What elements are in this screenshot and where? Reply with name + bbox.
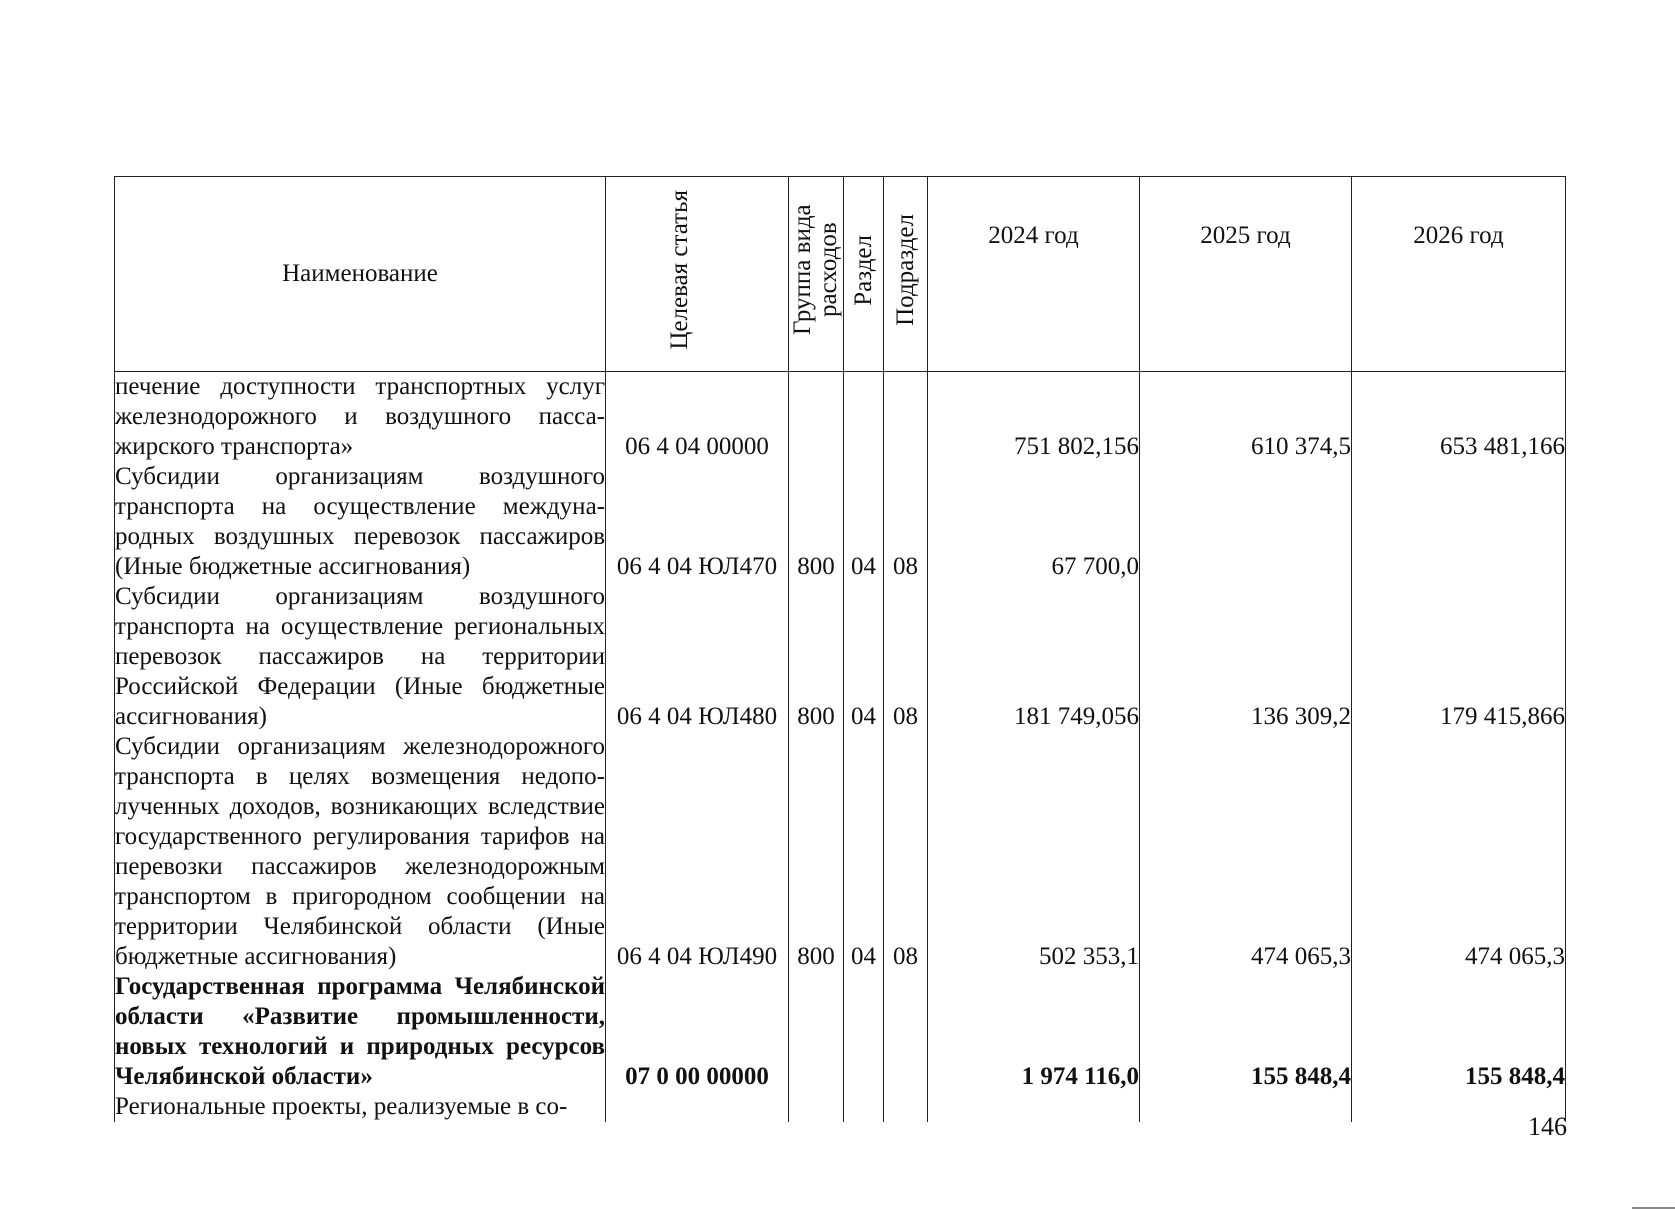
header-target-article-label: Целевая статья xyxy=(666,190,693,350)
row-group: 800 xyxy=(789,582,844,732)
page-number: 146 xyxy=(1528,1112,1567,1141)
row-2025: 474 065,3 xyxy=(1140,732,1352,972)
row-2024: 751 802,156 xyxy=(928,372,1140,463)
row-2024 xyxy=(928,1092,1140,1122)
row-group xyxy=(789,372,844,463)
header-target-article xyxy=(606,177,789,372)
row-2025: 155 848,4 xyxy=(1140,972,1352,1092)
row-2024: 502 353,1 xyxy=(928,732,1140,972)
row-section xyxy=(844,1092,884,1122)
row-subsection: 08 xyxy=(884,462,928,582)
header-section xyxy=(844,177,884,372)
row-code xyxy=(606,1092,789,1122)
row-2026 xyxy=(1352,462,1566,582)
row-name: Государственная программа Челябинской области «Развитие промышленности, новых технологий и природных ресурсов Челябинской области» xyxy=(115,973,605,1090)
row-2025: 610 374,5 xyxy=(1140,372,1352,463)
table-row-program xyxy=(115,972,1566,1092)
header-2025-label: 2025 год xyxy=(1200,222,1291,249)
header-section-label: Раздел xyxy=(849,234,877,306)
row-section: 04 xyxy=(844,462,884,582)
row-2025 xyxy=(1140,462,1352,582)
header-2024 xyxy=(928,177,1140,372)
row-code: 06 4 04 ЮЛ490 xyxy=(606,732,789,972)
row-section xyxy=(844,372,884,463)
row-group: 800 xyxy=(789,732,844,972)
header-2025 xyxy=(1140,177,1352,372)
row-name: Субсидии организациям железнодорожного транспорта в целях возмещения недополученных доходов, возникающих вследствие государственного регулирования тарифов на перевозки пассажиров железнодорожным транспортом в пригородном сообщении на территории Челябинской области (Иные бюджетные ассигнования) xyxy=(115,733,605,970)
row-subsection: 08 xyxy=(884,582,928,732)
header-expense-group-label: Группа вида расходов xyxy=(789,204,842,336)
row-name: Региональные проекты, реализуемые в со- xyxy=(115,1092,606,1122)
table-header-row xyxy=(115,177,1566,372)
table-row xyxy=(115,1092,1566,1122)
row-subsection xyxy=(884,372,928,463)
row-code: 07 0 00 00000 xyxy=(606,972,789,1092)
budget-table xyxy=(114,176,1566,1122)
header-2024-label: 2024 год xyxy=(988,222,1079,249)
row-code: 06 4 04 ЮЛ470 xyxy=(606,462,789,582)
table-row xyxy=(115,462,1566,582)
row-group xyxy=(789,972,844,1092)
row-name: Субсидии организациям воздушного транспорта на осуществление региональных перевозок пассажиров на территории Российской Федерации (Иные бюджетные ассигнования) xyxy=(115,583,605,730)
header-2026 xyxy=(1352,177,1566,372)
table-row xyxy=(115,582,1566,732)
header-2026-label: 2026 год xyxy=(1413,222,1504,249)
row-subsection xyxy=(884,1092,928,1122)
row-code: 06 4 04 00000 xyxy=(606,372,789,463)
row-2024: 1 974 116,0 xyxy=(928,972,1140,1092)
row-code: 06 4 04 ЮЛ480 xyxy=(606,582,789,732)
row-subsection: 08 xyxy=(884,732,928,972)
header-name xyxy=(115,177,606,372)
header-subsection-label: Подраздел xyxy=(891,214,919,326)
row-2026: 179 415,866 xyxy=(1352,582,1566,732)
row-name: Субсидии организациям воздушного транспорта на осуществление международных воздушных перевозок пассажиров (Иные бюджетные ассигнования) xyxy=(115,463,605,580)
row-2026: 653 481,166 xyxy=(1352,372,1566,463)
row-group: 800 xyxy=(789,462,844,582)
header-name-label: Наименование xyxy=(282,260,438,287)
row-2025 xyxy=(1140,1092,1352,1122)
table-row xyxy=(115,372,1566,463)
row-2024: 67 700,0 xyxy=(928,462,1140,582)
row-2026: 155 848,4 xyxy=(1352,972,1566,1092)
header-subsection xyxy=(884,177,928,372)
row-subsection xyxy=(884,972,928,1092)
row-2024: 181 749,056 xyxy=(928,582,1140,732)
row-section: 04 xyxy=(844,732,884,972)
row-name: печение доступности транспортных услуг железнодорожного и воздушного пассажирского транспорта» xyxy=(115,373,605,460)
header-expense-group xyxy=(789,177,844,372)
row-2025: 136 309,2 xyxy=(1140,582,1352,732)
table-row xyxy=(115,732,1566,972)
row-section xyxy=(844,972,884,1092)
row-section: 04 xyxy=(844,582,884,732)
row-group xyxy=(789,1092,844,1122)
row-2026: 474 065,3 xyxy=(1352,732,1566,972)
budget-table-wrapper xyxy=(114,176,1566,1122)
